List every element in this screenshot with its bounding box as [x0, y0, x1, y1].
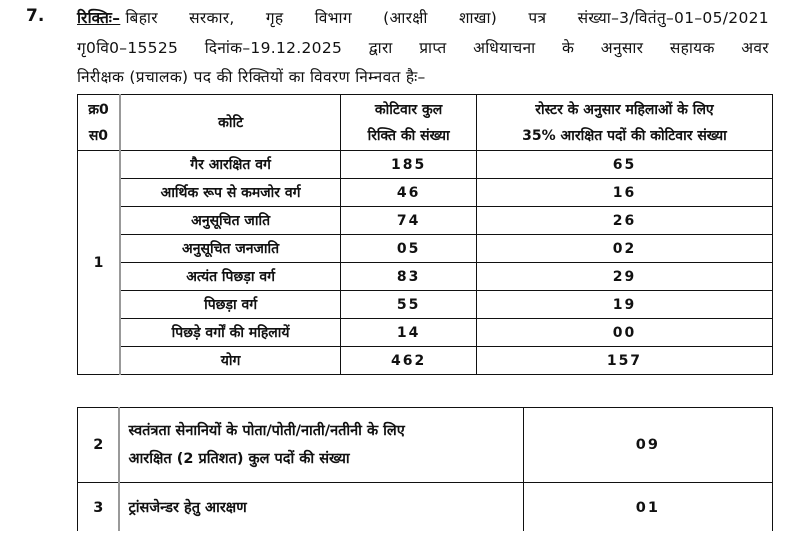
total-cell: 46 — [341, 179, 477, 207]
total-cell: 74 — [341, 207, 477, 235]
value-cell: 09 — [523, 408, 772, 483]
category-cell: आर्थिक रूप से कमजोर वर्ग — [120, 179, 341, 207]
women-cell: 26 — [476, 207, 772, 235]
women-cell: 65 — [476, 151, 772, 179]
table-row — [78, 319, 773, 347]
paragraph-line-3: निरीक्षक (प्रचालक) पद की रिक्तियों का विवरण निम्नवत हैः– — [77, 68, 426, 86]
category-cell: पिछड़े वर्गों की महिलायें — [120, 319, 341, 347]
table-row — [78, 408, 773, 483]
description-cell — [119, 483, 523, 532]
text-word: शाखा) — [458, 9, 498, 27]
header-women-line: 35% आरक्षित पदों की कोटिवार संख्या — [522, 127, 727, 144]
women-cell: 00 — [476, 319, 772, 347]
women-total-cell: 157 — [476, 347, 772, 375]
header-serial-line: क्र0 — [88, 101, 109, 118]
paragraph-line-1 — [77, 6, 769, 28]
header-total — [341, 95, 477, 151]
text-word: के — [562, 39, 575, 57]
women-cell: 16 — [476, 179, 772, 207]
text-word: सरकार, — [189, 9, 235, 27]
description-line: स्वतंत्रता सेनानियों के पोता/पोती/नाती/नतीनी के लिए — [128, 423, 405, 439]
text-word: विभाग — [314, 9, 352, 27]
total-cell: 185 — [341, 151, 477, 179]
paragraph-line-2 — [77, 36, 769, 58]
total-label-cell: योग — [120, 347, 341, 375]
grand-total-cell: 462 — [341, 347, 477, 375]
header-total-line: रिक्ति की संख्या — [367, 127, 450, 144]
table-row — [78, 291, 773, 319]
women-cell: 02 — [476, 235, 772, 263]
reference-number: गृ0वि0–15525 — [77, 39, 179, 57]
total-cell: 55 — [341, 291, 477, 319]
vacancy-table — [77, 94, 773, 375]
text-word: गृह — [265, 9, 284, 27]
table-row — [78, 179, 773, 207]
header-category: कोटि — [120, 95, 341, 151]
section-heading: रिक्तिः– — [77, 9, 121, 27]
serial-cell: 2 — [78, 408, 120, 483]
category-cell: अनुसूचित जनजाति — [120, 235, 341, 263]
table-row — [78, 207, 773, 235]
text-word: अवर — [741, 39, 769, 57]
description-line: आरक्षित (2 प्रतिशत) कुल पदों की संख्या — [128, 451, 350, 467]
table-row — [78, 263, 773, 291]
description-cell — [119, 408, 523, 483]
serial-cell: 3 — [78, 483, 120, 532]
text-word: बिहार — [125, 9, 158, 27]
header-women — [476, 95, 772, 151]
women-cell: 29 — [476, 263, 772, 291]
reference-date: दिनांक–19.12.2025 — [204, 39, 343, 57]
header-serial-line: स0 — [88, 127, 109, 144]
table-header-row — [78, 95, 773, 151]
women-cell: 19 — [476, 291, 772, 319]
table-row — [78, 483, 773, 532]
text-word: अनुसार — [600, 39, 644, 57]
text-word: अधियाचना — [473, 39, 536, 57]
description-line: ट्रांसजेन्डर हेतु आरक्षण — [128, 500, 247, 516]
total-row — [78, 347, 773, 375]
text-word: पत्र — [528, 9, 547, 27]
table-row — [78, 151, 773, 179]
text-word: प्राप्त — [419, 39, 447, 57]
header-women-line: रोस्टर के अनुसार महिलाओं के लिए — [535, 101, 714, 118]
additional-reservation-table — [77, 407, 773, 531]
letter-reference: संख्या–3/वितंतु–01–05/2021 — [577, 9, 769, 27]
total-cell: 05 — [341, 235, 477, 263]
value-cell: 01 — [523, 483, 772, 532]
category-cell: गैर आरक्षित वर्ग — [120, 151, 341, 179]
category-cell: अत्यंत पिछड़ा वर्ग — [120, 263, 341, 291]
serial-cell: 1 — [78, 151, 120, 375]
header-total-line: कोटिवार कुल — [374, 101, 443, 118]
total-cell: 83 — [341, 263, 477, 291]
text-word: (आरक्षी — [383, 9, 428, 27]
text-word: द्वारा — [368, 39, 393, 57]
total-cell: 14 — [341, 319, 477, 347]
category-cell: अनुसूचित जाति — [120, 207, 341, 235]
category-cell: पिछड़ा वर्ग — [120, 291, 341, 319]
table-row — [78, 235, 773, 263]
section-number: 7. — [26, 6, 45, 26]
header-serial — [78, 95, 120, 151]
text-word: सहायक — [669, 39, 715, 57]
